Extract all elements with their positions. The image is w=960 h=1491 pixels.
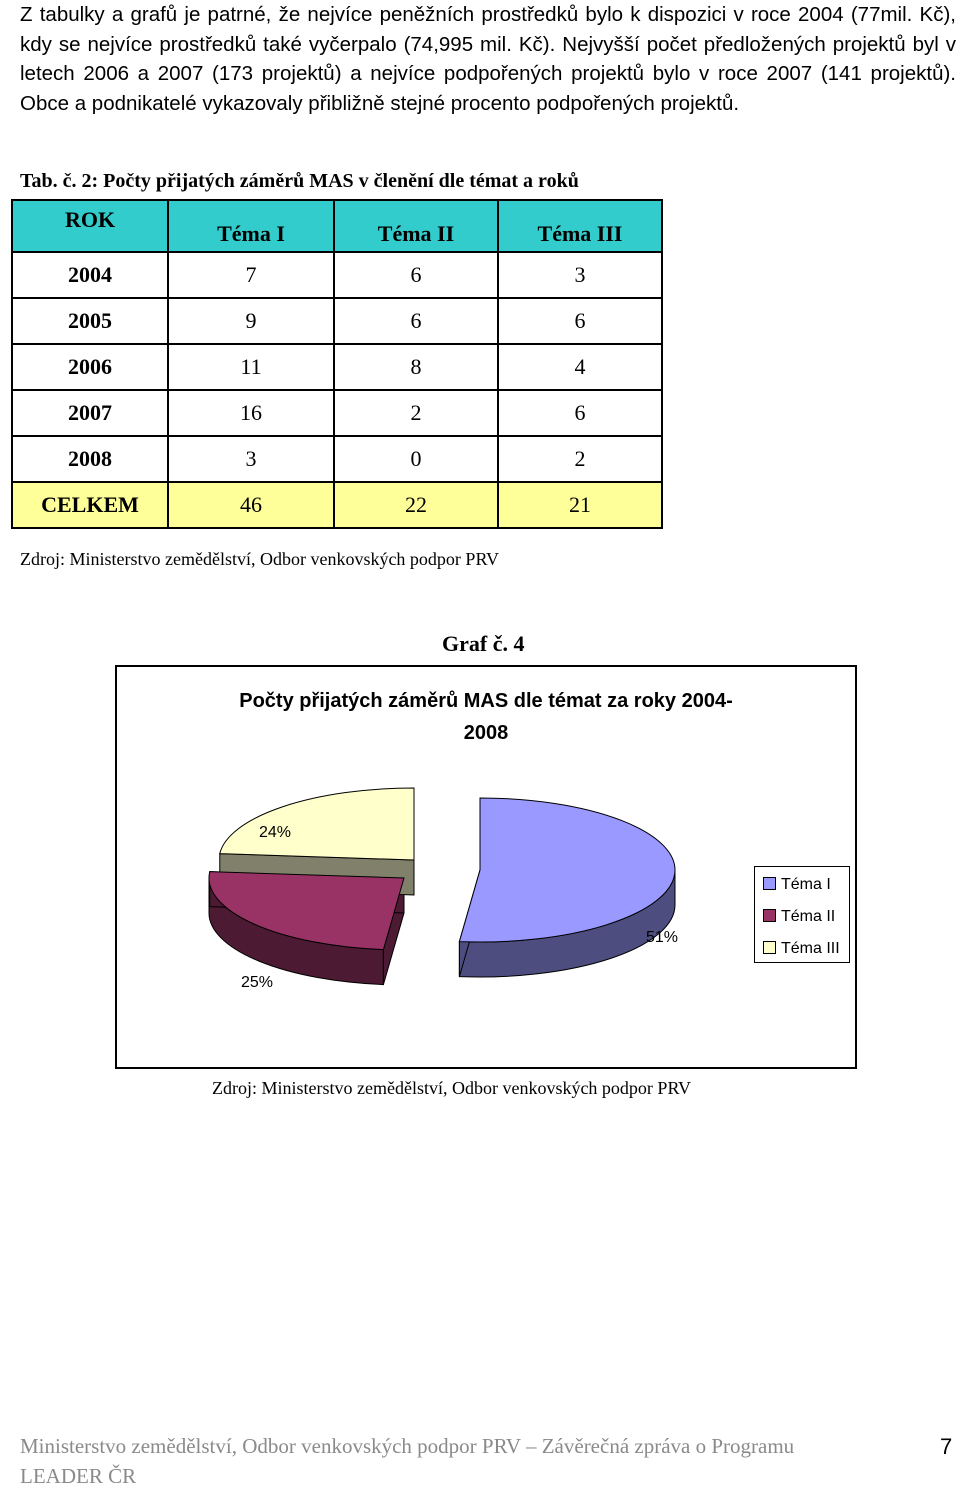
cell-value: 2 [498, 436, 662, 482]
chart-source: Zdroj: Ministerstvo zemědělství, Odbor venkovských podpor PRV [212, 1078, 692, 1098]
cell-total: 22 [334, 482, 498, 528]
chart-legend [754, 866, 850, 963]
table-header-row [12, 200, 662, 252]
data-label-1: 51% [645, 929, 679, 946]
legend-swatch [763, 877, 776, 890]
data-label-3: 24% [258, 824, 292, 841]
table-row [12, 252, 662, 298]
table-caption: Tab. č. 2: Počty přijatých záměrů MAS v členění dle témat a roků [20, 170, 579, 192]
cell-value: 4 [498, 344, 662, 390]
cell-value: 2 [334, 390, 498, 436]
header-tema-2: Téma II [334, 200, 498, 252]
slice-tema-3 [220, 788, 414, 860]
cell-value: 6 [334, 252, 498, 298]
row-year: 2007 [12, 390, 168, 436]
page-number: 7 [940, 1434, 953, 1459]
legend-item-tema-2 [763, 907, 835, 927]
table-row [12, 298, 662, 344]
legend-label: Téma III [781, 940, 840, 957]
table-source: Zdroj: Ministerstvo zemědělství, Odbor venkovských podpor PRV [20, 549, 500, 569]
table-total-row [12, 482, 662, 528]
table-row [12, 390, 662, 436]
page-footer: Ministerstvo zemědělství, Odbor venkovských podpor PRV – Závěrečná zpráva o Programu LEADER ČR [20, 1434, 795, 1488]
cell-value: 11 [168, 344, 334, 390]
table-row [12, 344, 662, 390]
cell-value: 16 [168, 390, 334, 436]
cell-value: 3 [168, 436, 334, 482]
legend-label: Téma II [781, 908, 836, 925]
header-tema-1: Téma I [168, 200, 334, 252]
cell-total: 21 [498, 482, 662, 528]
header-rok: ROK [12, 200, 168, 252]
legend-item-tema-3 [763, 939, 840, 959]
chart-title-line: Počty přijatých záměrů MAS dle témat za roky 2004- [239, 690, 733, 712]
legend-label: Téma I [781, 876, 831, 893]
row-year: 2008 [12, 436, 168, 482]
chart-title-line: 2008 [463, 722, 509, 744]
cell-value: 7 [168, 252, 334, 298]
cell-total: 46 [168, 482, 334, 528]
cell-value: 0 [334, 436, 498, 482]
pie-chart-box [115, 665, 857, 1069]
cell-value: 6 [498, 298, 662, 344]
row-year: 2004 [12, 252, 168, 298]
legend-swatch [763, 909, 776, 922]
header-tema-3: Téma III [498, 200, 662, 252]
cell-value: 6 [498, 390, 662, 436]
row-year: 2005 [12, 298, 168, 344]
intro-paragraph: Z tabulky a grafů je patrné, že nejvíce peněžních prostředků bylo k dispozici v roce 2004 (77mil. Kč), kdy se nejvíce prostředků také vyčerpalo (74,995 mil. Kč). Nejvyšší počet předložených projektů byl v letech 2006 a 2007 (173 projektů) a nejvíce podpořených projektů bylo v roce 2007 (141 projektů). Obce a podnikatelé vykazovaly přibližně stejné procento podpořených projektů. [20, 3, 956, 115]
themes-table [11, 199, 663, 529]
cell-value: 3 [498, 252, 662, 298]
legend-swatch [763, 941, 776, 954]
graf-label: Graf č. 4 [442, 631, 525, 656]
row-total-label: CELKEM [12, 482, 168, 528]
row-year: 2006 [12, 344, 168, 390]
data-label-2: 25% [240, 974, 274, 991]
legend-item-tema-1 [763, 875, 831, 895]
cell-value: 8 [334, 344, 498, 390]
table-row [12, 436, 662, 482]
cell-value: 6 [334, 298, 498, 344]
cell-value: 9 [168, 298, 334, 344]
pie-chart [117, 667, 857, 1069]
